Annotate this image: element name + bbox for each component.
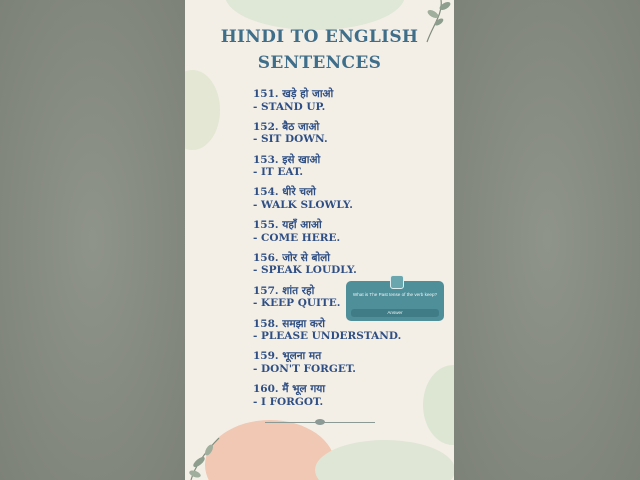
english-translation: - COME HERE. — [253, 231, 341, 244]
left-backdrop — [0, 0, 185, 480]
list-item — [253, 121, 401, 154]
english-translation: - WALK SLOWLY. — [253, 198, 353, 211]
list-item — [253, 219, 401, 252]
sentence-list — [253, 88, 401, 416]
hindi-sentence: 153. इसे खाओ — [253, 153, 321, 166]
list-item — [253, 154, 401, 187]
list-item — [253, 383, 401, 416]
divider-ornament — [315, 419, 325, 425]
hindi-sentence: 158. समझा करो — [253, 317, 325, 330]
right-backdrop — [454, 0, 640, 480]
hindi-sentence: 154. धीरे चलो — [253, 186, 316, 199]
list-item — [253, 318, 401, 351]
hindi-sentence: 155. यहाँ आओ — [253, 219, 322, 232]
english-translation: - STAND UP. — [253, 100, 326, 113]
list-item — [253, 186, 401, 219]
hindi-sentence: 160. मैं भूल गया — [253, 383, 326, 396]
left-green-blob — [185, 70, 220, 150]
hindi-sentence: 159. भूलना मत — [253, 350, 322, 363]
right-green-blob — [423, 365, 454, 445]
english-translation: - SPEAK LOUDLY. — [253, 264, 357, 277]
english-translation: - KEEP QUITE. — [253, 297, 341, 310]
page-title-line1: HINDI TO ENGLISH — [220, 27, 419, 47]
english-translation: - I FORGOT. — [253, 395, 324, 408]
content-card — [185, 0, 454, 480]
list-item — [253, 88, 401, 121]
quiz-icon — [390, 275, 404, 289]
page-title-line2: SENTENCES — [257, 53, 382, 73]
english-translation: - DON'T FORGET. — [253, 362, 356, 375]
quiz-question: What is The Past tense of the verb keep? — [352, 292, 438, 297]
english-translation: - SIT DOWN. — [253, 133, 328, 146]
list-item — [253, 252, 401, 285]
english-translation: - IT EAT. — [253, 166, 304, 179]
english-translation: - PLEASE UNDERSTAND. — [253, 330, 402, 343]
bottom-left-leaf-icon — [185, 430, 225, 480]
list-item — [253, 350, 401, 383]
answer-button[interactable]: Answer — [351, 309, 439, 317]
hindi-sentence: 157. शांत रहो — [253, 284, 315, 297]
hindi-sentence: 151. खड़े हो जाओ — [253, 88, 334, 100]
hindi-sentence: 156. जोर से बोलो — [253, 251, 330, 264]
quiz-popup[interactable] — [346, 281, 444, 321]
bottom-green-blob — [315, 440, 454, 480]
hindi-sentence: 152. बैठ जाओ — [253, 120, 320, 133]
